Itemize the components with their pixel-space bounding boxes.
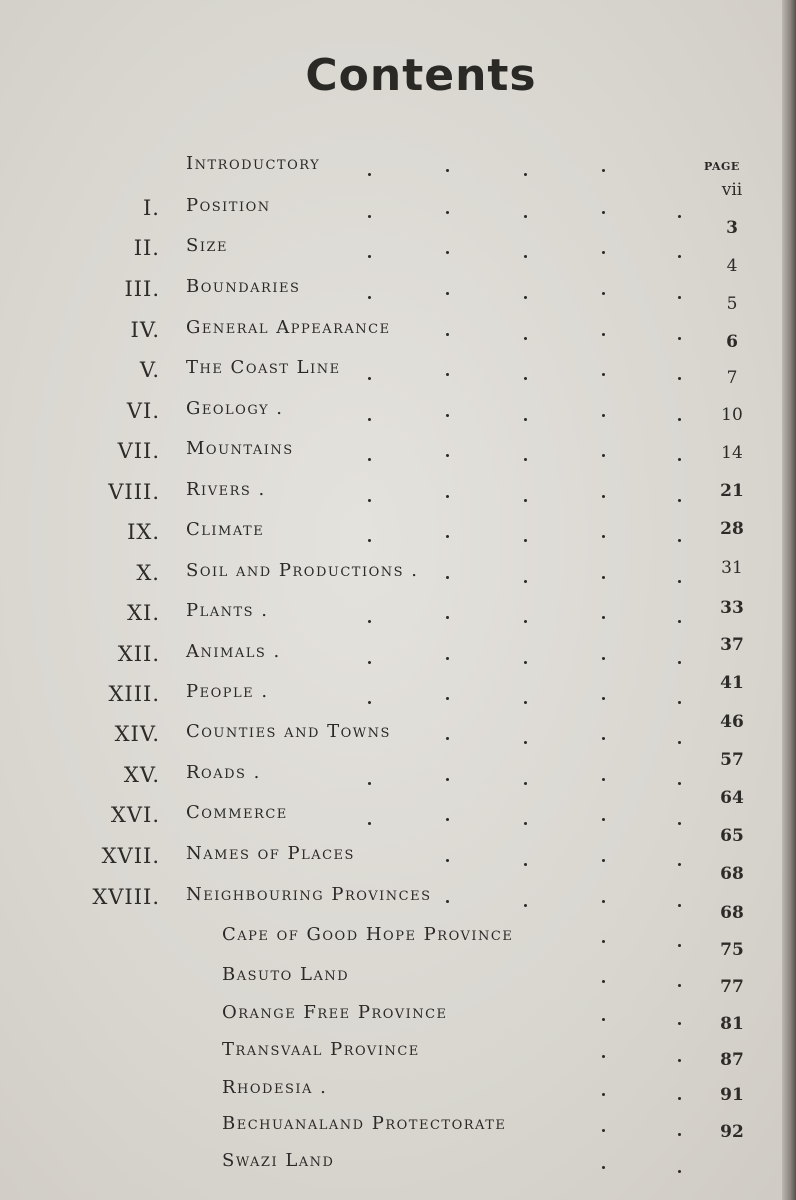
leader-dot [678,741,681,744]
chapter-number: XIII. [108,682,160,706]
chapter-number: XVI. [110,803,160,827]
page-number: 7 [726,368,738,388]
leader-dot [368,661,371,664]
leader-dot [368,822,371,825]
chapter-title: Plants . [186,600,269,621]
chapter-number: XV. [123,763,160,787]
leader-dot [602,576,605,579]
leader-dot [678,377,681,380]
leader-dot [368,296,371,299]
subsection-title: Basuto Land [222,964,350,985]
leader-dot [678,539,681,542]
leader-dot [446,616,449,619]
chapter-number: IX. [127,520,160,544]
leader-dot [524,215,527,218]
leader-dot [602,211,605,214]
chapter-title: The Coast Line [186,357,341,378]
leader-dot [602,697,605,700]
leader-dot [602,373,605,376]
leader-dot [678,418,681,421]
leader-dot [602,414,605,417]
leader-dot [602,737,605,740]
page-number: 75 [720,940,744,960]
page-number: 28 [720,519,744,539]
leader-dot [524,741,527,744]
chapter-title: General Appearance [186,317,391,338]
subsection-title: Bechuanaland Protectorate [222,1113,507,1134]
leader-dot [446,576,449,579]
leader-dot [678,1170,681,1173]
leader-dot [602,495,605,498]
chapter-title: Animals . [186,641,281,662]
chapter-number: VI. [126,399,160,423]
leader-dot [602,251,605,254]
page-number: 91 [720,1085,744,1105]
chapter-number: XIV. [114,722,160,746]
leader-dot [446,454,449,457]
chapter-title: Roads . [186,762,261,783]
leader-dot [678,337,681,340]
chapter-number: X. [136,561,160,585]
leader-dot [602,940,605,943]
leader-dot [524,255,527,258]
leader-dot [602,1166,605,1169]
leader-dot [524,499,527,502]
chapter-number: I. [143,196,160,220]
leader-dot [602,859,605,862]
page-number: 33 [720,598,744,618]
page-number: 5 [726,294,738,314]
leader-dot [368,539,371,542]
leader-dot [678,904,681,907]
leader-dot [602,1018,605,1021]
page-number: 64 [720,788,744,808]
chapter-title: Soil and Productions . [186,560,419,581]
chapter-title: People . [186,681,269,702]
page-number: 6 [726,332,738,352]
leader-dot [678,580,681,583]
leader-dot [602,454,605,457]
chapter-title: Names of Places [186,843,355,864]
leader-dot [524,337,527,340]
chapter-title: Neighbouring Provinces [186,884,432,905]
leader-dot [524,296,527,299]
chapter-title: Climate [186,519,265,540]
leader-dot [678,701,681,704]
chapter-title: Mountains [186,438,294,459]
leader-dot [446,818,449,821]
leader-dot [678,296,681,299]
chapter-number: III. [124,277,160,301]
chapter-title: Geology . [186,398,284,419]
leader-dot [678,1022,681,1025]
leader-dot [446,292,449,295]
leader-dot [524,863,527,866]
page-number: 21 [720,481,744,501]
subsection-title: Swazi Land [222,1150,335,1171]
chapter-number: XVII. [101,844,160,868]
leader-dot [446,900,449,903]
leader-dot [678,620,681,623]
leader-dot [446,657,449,660]
leader-dot [602,535,605,538]
page-column-header: PAGE [704,160,740,173]
leader-dot [678,1059,681,1062]
leader-dot [602,980,605,983]
leader-dot [524,822,527,825]
page-number: 92 [720,1122,744,1142]
leader-dot [678,255,681,258]
leader-dot [446,859,449,862]
leader-dot [368,255,371,258]
chapter-title: Introductory [186,153,321,174]
page-number: 4 [726,256,738,276]
leader-dot [602,616,605,619]
chapter-title: Boundaries [186,276,301,297]
subsection-title: Rhodesia . [222,1077,328,1098]
leader-dot [678,984,681,987]
page-number: 65 [720,826,744,846]
leader-dot [368,620,371,623]
page-number: 81 [720,1014,744,1034]
leader-dot [446,169,449,172]
leader-dot [524,701,527,704]
leader-dot [368,377,371,380]
leader-dot [446,251,449,254]
chapter-title: Size [186,235,228,256]
leader-dot [524,173,527,176]
leader-dot [678,1097,681,1100]
leader-dot [446,495,449,498]
page-number: 57 [720,750,744,770]
page-number: 31 [721,558,743,578]
chapter-title: Rivers . [186,479,266,500]
leader-dot [368,499,371,502]
leader-dot [524,620,527,623]
leader-dot [368,173,371,176]
subsection-title: Cape of Good Hope Province [222,924,514,945]
leader-dot [678,782,681,785]
leader-dot [678,458,681,461]
leader-dot [524,458,527,461]
subsection-title: Transvaal Province [222,1039,420,1060]
leader-dot [602,169,605,172]
leader-dot [368,215,371,218]
chapter-title: Commerce [186,802,288,823]
page-number: 14 [721,443,743,463]
leader-dot [678,944,681,947]
leader-dot [524,580,527,583]
page-number: 41 [720,673,744,693]
page-number: 46 [720,712,744,732]
chapter-number: V. [139,358,160,382]
leader-dot [524,418,527,421]
leader-dot [446,333,449,336]
leader-dot [446,414,449,417]
leader-dot [602,900,605,903]
leader-dot [446,697,449,700]
leader-dot [678,822,681,825]
leader-dot [368,458,371,461]
leader-dot [524,377,527,380]
chapter-number: XI. [127,601,160,625]
leader-dot [602,1129,605,1132]
chapter-number: VIII. [108,480,160,504]
leader-dot [368,418,371,421]
leader-dot [524,782,527,785]
leader-dot [446,778,449,781]
page-title: Contents [305,50,537,101]
chapter-number: II. [133,236,160,260]
leader-dot [678,863,681,866]
subsection-title: Orange Free Province [222,1002,448,1023]
leader-dot [678,661,681,664]
leader-dot [368,782,371,785]
chapter-number: XVIII. [92,885,160,909]
leader-dot [602,657,605,660]
page-number: vii [721,180,743,200]
leader-dot [446,373,449,376]
page-number: 77 [720,977,744,997]
leader-dot [446,211,449,214]
page-number: 37 [720,635,744,655]
leader-dot [678,1133,681,1136]
chapter-number: VII. [117,439,160,463]
leader-dot [524,904,527,907]
leader-dot [524,661,527,664]
leader-dot [602,292,605,295]
leader-dot [446,535,449,538]
chapter-number: IV. [130,318,160,342]
page-number: 68 [720,864,744,884]
chapter-number: XII. [117,642,160,666]
leader-dot [602,818,605,821]
chapter-title: Counties and Towns [186,721,391,742]
page-number: 68 [720,903,744,923]
leader-dot [602,778,605,781]
leader-dot [602,333,605,336]
leader-dot [678,215,681,218]
page-number: 3 [726,218,738,238]
page-number: 10 [721,405,743,425]
leader-dot [368,701,371,704]
leader-dot [602,1055,605,1058]
page-edge [782,0,796,1200]
leader-dot [678,499,681,502]
chapter-title: Position [186,195,271,216]
page-number: 87 [720,1050,744,1070]
leader-dot [524,539,527,542]
leader-dot [446,737,449,740]
leader-dot [602,1093,605,1096]
